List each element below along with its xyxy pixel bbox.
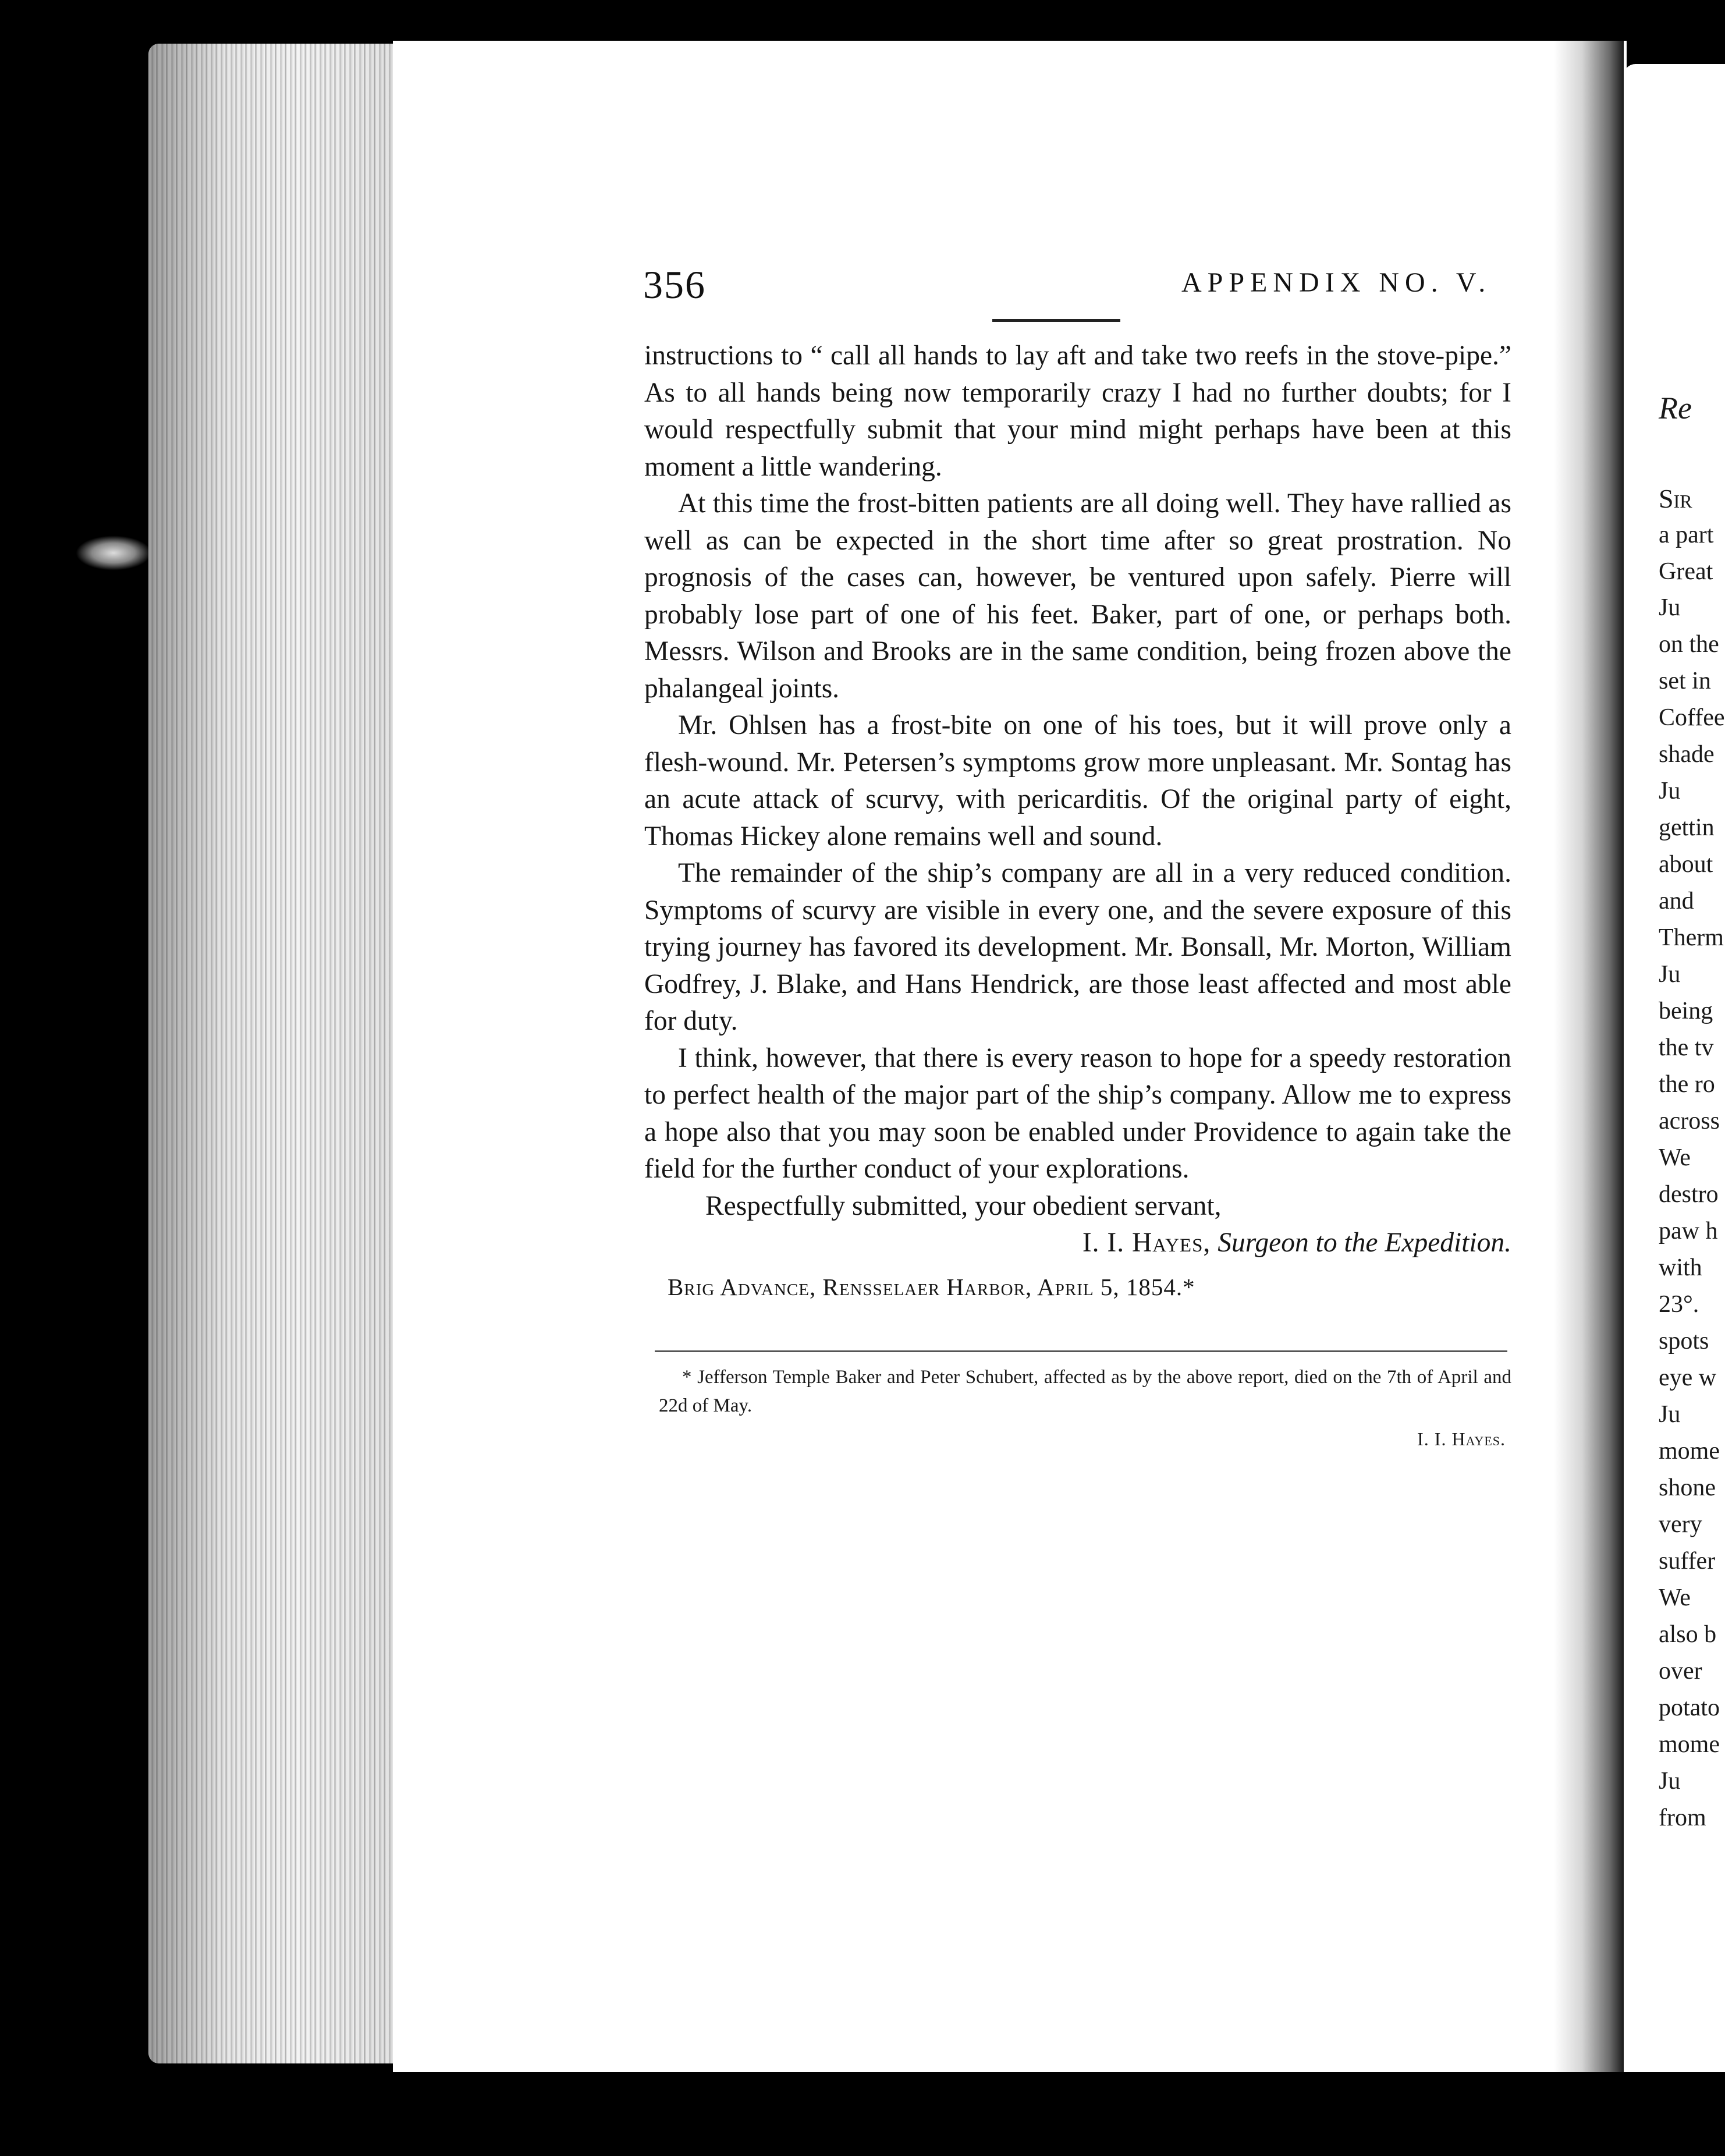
facing-line: Sir xyxy=(1659,484,1692,513)
facing-line: a part xyxy=(1659,522,1714,548)
footnote-text: * Jefferson Temple Baker and Peter Schubert, affected as by the above report, died on the 7th of April and 22d of May. xyxy=(659,1367,1511,1416)
facing-line: Great xyxy=(1659,558,1713,585)
facing-line: shade xyxy=(1659,741,1715,768)
facing-line: destro xyxy=(1659,1181,1719,1208)
facing-line: We xyxy=(1659,1584,1691,1611)
closing-line: Respectfully submitted, your obedient servant, xyxy=(705,1190,1222,1221)
signature-title: Surgeon to the Expedition. xyxy=(1218,1228,1511,1258)
facing-line: Ju xyxy=(1659,1768,1681,1795)
facing-line: being xyxy=(1659,998,1713,1024)
header-rule xyxy=(992,319,1120,322)
book-page xyxy=(393,41,1627,2072)
facing-line: Ju xyxy=(1659,778,1681,804)
facing-line: spots xyxy=(1659,1328,1709,1354)
facing-line: mome xyxy=(1659,1731,1720,1758)
stray-mark xyxy=(76,536,151,570)
paragraph-3: Mr. Ohlsen has a frost-bite on one of his toes, but it will prove only a flesh-wound. Mr. Petersen’s symptoms grow more unpleasant. Mr. Sontag has an acute attack of scurvy, with pericarditis. Of the original party of eight, Thomas Hickey alone remains well and sound. xyxy=(644,710,1511,852)
running-head: APPENDIX NO. V. xyxy=(1181,267,1492,298)
facing-line: We xyxy=(1659,1144,1691,1171)
facing-line: from xyxy=(1659,1804,1706,1831)
facing-line: on the xyxy=(1659,631,1719,658)
facing-line: the ro xyxy=(1659,1071,1715,1098)
paragraph-1: instructions to “ call all hands to lay aft and take two reefs in the stove-pipe.” As to all hands being now temporarily crazy I had no further doubts; for I would respectfully submit that your mind might perhaps have been at this moment a little wandering. xyxy=(644,341,1511,482)
facing-line: Therm xyxy=(1659,924,1724,951)
paragraph-5: I think, however, that there is every reason to hope for a speedy restoration to perfect health of the major part of the ship’s company. Allow me to express a hope also that you may soon be enabled under Providence to again take the field for the further conduct of your explorations. xyxy=(644,1042,1511,1184)
body-text xyxy=(644,338,1511,1307)
signature-name: I. I. Hayes, xyxy=(1082,1228,1211,1258)
signature xyxy=(644,1225,1511,1262)
footnote xyxy=(659,1363,1511,1453)
book-gutter xyxy=(1554,41,1624,2072)
facing-line: potato xyxy=(1659,1694,1720,1721)
facing-line: over xyxy=(1659,1658,1702,1685)
dateline: Brig Advance, Rensselaer Harbor, April 5, 1854.* xyxy=(668,1273,1195,1300)
facing-line: Ju xyxy=(1659,1401,1681,1428)
page-edges xyxy=(148,44,402,2063)
facing-line: paw h xyxy=(1659,1218,1718,1244)
page-header xyxy=(643,262,1632,314)
facing-line: Ju xyxy=(1659,594,1681,621)
facing-line: and xyxy=(1659,888,1694,914)
paragraph-4: The remainder of the ship’s company are all in a very reduced condition. Symptoms of scurvy are visible in every one, and the severe exposure of this trying journey has favored its development. Mr. Bonsall, Mr. Morton, William Godfrey, J. Blake, and Hans Hendrick, are those least affected and most able for duty. xyxy=(644,858,1511,1036)
paragraph-2: At this time the frost-bitten patients are all doing well. They have rallied as well as can be expected in the short time after so great prostration. No prognosis of the cases can, however, be ventured upon safely. Pierre will probably lose part of one of his feet. Baker, part of one, or perhaps both. Messrs. Wilson and Brooks are in the same condition, being frozen above the phalangeal joints. xyxy=(644,488,1511,704)
facing-line: the tv xyxy=(1659,1034,1714,1061)
facing-line: suffer xyxy=(1659,1548,1716,1575)
facing-line: with xyxy=(1659,1254,1702,1281)
facing-line: also b xyxy=(1659,1621,1717,1648)
facing-line: shone xyxy=(1659,1474,1716,1501)
facing-line: about xyxy=(1659,851,1713,878)
facing-page xyxy=(1624,64,1725,2072)
facing-line: gettin xyxy=(1659,814,1715,841)
facing-line: mome xyxy=(1659,1438,1720,1464)
page-number: 356 xyxy=(643,263,706,307)
facing-line: Ju xyxy=(1659,961,1681,988)
footnote-rule xyxy=(655,1350,1507,1352)
facing-line: 23°. xyxy=(1659,1291,1699,1318)
facing-line: Coffee xyxy=(1659,704,1725,731)
facing-line: set in xyxy=(1659,668,1711,694)
facing-heading: Re xyxy=(1659,391,1692,425)
footnote-signature: I. I. Hayes. xyxy=(1417,1428,1506,1449)
facing-line: across xyxy=(1659,1108,1720,1134)
facing-line: very xyxy=(1659,1511,1702,1538)
facing-line: eye w xyxy=(1659,1364,1717,1391)
